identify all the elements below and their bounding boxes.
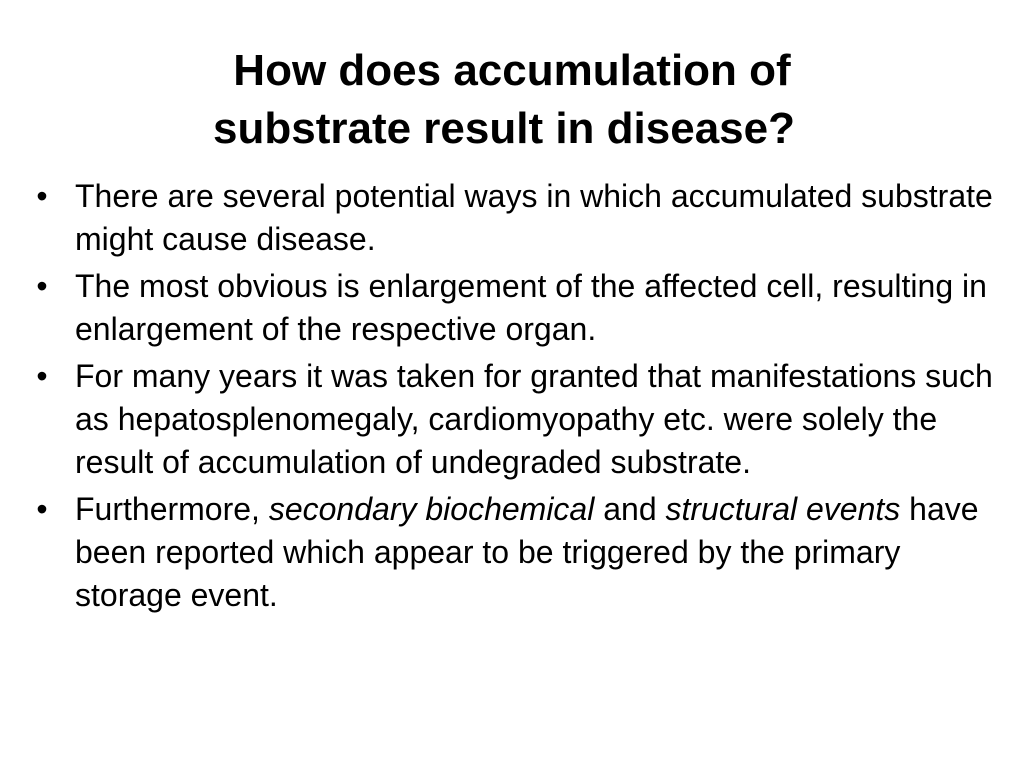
- slide-title-line-1: How does accumulation of: [233, 46, 791, 95]
- bullet-dot-icon: •: [36, 268, 48, 304]
- bullet-dot-icon: •: [36, 491, 48, 527]
- slide-title-line-2: substrate result in disease?: [213, 104, 795, 153]
- bullet-text-4: [75, 491, 979, 613]
- bullet-item-1: [30, 175, 1005, 261]
- bullet-text-3: For many years it was taken for granted that manifestations such as hepatosplenomegaly, cardiomyopathy etc. were solely the result of accumulation of undegraded substrate.: [75, 358, 993, 480]
- bullet-4-part-5: have been reported which appear to be triggered by the primary storage event.: [75, 491, 979, 613]
- bullet-4-part-3: and: [594, 491, 666, 527]
- bullet-4-part-1: Furthermore,: [75, 491, 269, 527]
- bullet-dot-icon: •: [36, 358, 48, 394]
- bullet-item-2: [30, 265, 1005, 351]
- bullet-list: [30, 175, 1005, 621]
- bullet-dot-icon: •: [36, 178, 48, 214]
- bullet-text-1: There are several potential ways in which accumulated substrate might cause disease.: [75, 178, 993, 257]
- bullet-4-emphasis-secondary-biochemical: secondary biochemical: [268, 491, 595, 527]
- bullet-item-4: [30, 488, 1005, 617]
- bullet-item-3: [30, 355, 1005, 484]
- bullet-4-emphasis-structural-events: structural events: [665, 491, 901, 527]
- slide-title: [0, 42, 1024, 158]
- bullet-text-2: The most obvious is enlargement of the affected cell, resulting in enlargement of the respective organ.: [75, 268, 987, 347]
